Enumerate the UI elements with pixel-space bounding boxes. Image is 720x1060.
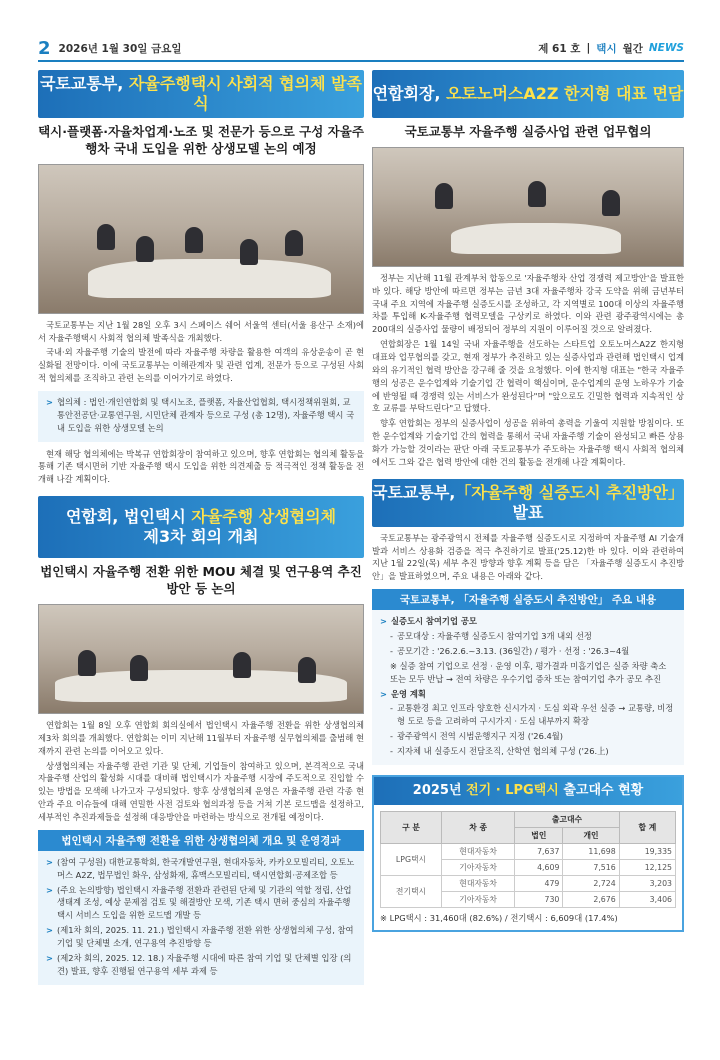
article4-para1: 국토교통부는 광주광역시 전체를 자율주행 실증도시로 지정하여 자율주행 AI 기술개발과 서비스 상용화 검증을 적극 추진하기로 발표('25.12)한 바 있다. 이와 관련하여 지난 1월 22일(목) 세부 추진 방향과 향후 계획 등을 담은 「자율주행 실증도시 추진방안」을 발표하였으며, 주요 내용은 아래와 같다. [372, 532, 684, 582]
article2-title-prefix: 연합회, 법인택시 [65, 507, 186, 527]
article2-title [38, 496, 364, 558]
col-total: 합 계 [619, 811, 675, 843]
brand-taxi: 택시 [596, 42, 617, 55]
article3-para3: 향후 연합회는 정부의 실증사업이 성공을 위하여 총력을 기울여 지원할 방침이다. 또한 운수업계와 기술기업 간의 협력을 통해서 국내 자율주행 기술이 완성되고 빠른 상용화가 가능할 것이라는 판단 아래 국토교통부가 주도하는 자율주행 택시 사회적 협의체에서도 그와 같은 협력 방안에 대한 건의 활동을 전개해 나갈 계획이다. [372, 418, 684, 467]
article3-title-prefix: 연합회장, [372, 84, 441, 103]
article4-heading1: 실증도시 참여기업 공모 [390, 616, 477, 627]
article2-para2: 상생협의체는 자율주행 관련 기관 및 단체, 기업들이 참여하고 있으며, 본격적으로 국내 자율주행 산업의 활성화 시대를 대비해 법인택시가 자율주행 시장에 주도적으로 진입할 수 있는 방법을 모색해 나가고자 구성되었다. 향후 상생협의체 운영은 자율주행 관련 각종 현안과 주요 이슈들에 대해 연밀한 사전 검토와 협의과정 등을 거쳐 기본 로드맵을 설정하고, 세부적인 추진과제들을 설정해 대응방안을 마련하는 방식으로 전개될 예정이다. [38, 760, 364, 822]
article4-title-highlight: 「자율주행 실증도시 추진방안」 [455, 482, 684, 502]
stats-title [374, 777, 682, 805]
article4-title-end: 발표 [512, 502, 544, 522]
article1-title-highlight: 자율주행택시 사회적 협의체 발족식 [128, 74, 363, 113]
article1-subtitle: 택시·플랫폼·자율차업계·노조 및 전문가 등으로 구성 자율주행차 국내 도입을 위한 상생모델 논의 예정 [38, 124, 364, 156]
issue-date: 2026년 1월 30일 금요일 [58, 42, 182, 55]
article2-photo [38, 604, 364, 714]
article2-title-end: 제3차 회의 개최 [143, 527, 259, 547]
separator: | [586, 42, 591, 54]
article3-body [372, 272, 684, 469]
article2-item: (제2차 회의, 2025. 12. 18.) 자율주행 시대에 따른 참여 기업 및 단체별 입장 (의견) 발표, 향후 진행될 연구용역 세부 과제 등 [56, 952, 352, 976]
col-corp: 법인 [515, 827, 563, 843]
article1-para1: 국토교통부는 지난 1월 28일 오후 3시 스페이스 쉐어 서울역 센터(서울 용산구 소재)에서 자율주행택시 사회적 협의체 발족식을 개최했다. [38, 319, 364, 343]
article2-body [38, 719, 364, 824]
article1-title-prefix: 국토교통부, [39, 74, 124, 93]
article4-item: 교통환경 최고 인프라 양호한 신시가지 · 도심 외곽 우선 실증 → 교통량, 비정형 도로 등을 고려하여 구시가지 · 도심 내부까지 확장 [397, 703, 674, 727]
table-row: 기아자동차 4,609 7,516 12,125 [381, 859, 676, 875]
col-car: 차 종 [441, 811, 514, 843]
article3-photo [372, 147, 684, 267]
article3-para2: 연합회장은 1월 14일 국내 자율주행을 선도하는 스타트업 오토노머스A2Z 한지형 대표와 업무협의를 갖고, 현재 정부가 추진하고 있는 실증사업과 관련해 법인택시 업계와의 유기적인 협력 방안을 강구해 줄 것을 요청했다. 이에 한지형 대표는 "한국 자율주행의 성공은 운수업계와 기술기업 간 협력이 핵심이며, 운수업계의 운영 노하우가 기술에 반영될 때 경쟁력 있는 서비스가 완성된다"며 "앞으로도 긴밀한 협력과 지속적인 상호 교류를 부탁드린다"고 답했다. [372, 339, 684, 414]
article4-body [372, 532, 684, 583]
brand-news: NEWS [648, 42, 684, 54]
article2-title-highlight: 자율주행 상생협의체 [191, 507, 337, 527]
article2-item: (제1차 회의, 2025. 11. 21.) 법인택시 자율주행 전환 위한 상생협의체 구성, 참여 기업 및 단체별 소개, 연구용역 추진방향 등 [56, 925, 354, 948]
article4-item: 광주광역시 전역 시범운행지구 지정 ('26.4월) [397, 731, 564, 742]
stats-box [372, 775, 684, 932]
page-number: 2 [38, 37, 51, 59]
article4-heading2: 운영 계획 [390, 688, 426, 699]
article4-item: 공모대상 : 자율주행 실증도시 참여기업 3개 내외 선정 [397, 631, 592, 642]
article3-title-highlight: 오토노머스A2Z 한지형 대표 면담 [446, 84, 684, 103]
article3-title [372, 70, 684, 118]
article3-subtitle: 국토교통부 자율주행 실증사업 관련 업무협의 [404, 124, 652, 139]
article4-title-prefix: 국토교통부, [372, 482, 456, 502]
article1-para2: 국내·외 자율주행 기술의 발전에 따라 자율주행 차량을 활용한 여객의 유상운송이 곧 현실화될 전망이다. 이에 국토교통부는 이해관계자 및 관련 업계, 전문가 등으로 구성된 사회적 협의체를 조직하고 관련 논의를 이어가기로 하였다. [38, 347, 364, 384]
stats-title-highlight: 전기 · LPG택시 [466, 782, 559, 798]
table-row: 기아자동차 730 2,676 3,406 [381, 891, 676, 907]
article2-item: (참여 구성원) 대한교통학회, 한국개발연구원, 현대자동차, 카카오모빌리티, 오토노머스 A2Z, 법무법인 화우, 삼성화재, 휴맥스모빌리티, 택시연합회·공제조합 등 [56, 856, 355, 880]
stats-title-year: 2025년 [412, 782, 462, 798]
article1-title [38, 70, 364, 118]
article2-para1: 연합회는 1월 8일 오후 연합회 회의실에서 법인택시 자율주행 전환을 위한 상생협의체 제3차 회의를 개최했다. 연합회는 이미 지난해 11월부터 자율주행 실무협의체를 출범해 현재까지 관련 논의를 이어오고 있다. [38, 719, 364, 756]
article1-info-text: 협의체 : 법인·개인연합회 및 택시노조, 플랫폼, 자율산업협회, 택시정책위원회, 교통안전공단·교통연구원, 시민단체 관계자 등으로 구성 (총 12명), 자율주행 택시 국내 도입을 위한 상생모델 논의 [56, 397, 355, 433]
article2-bar: 법인택시 자율주행 전환을 위한 상생협의체 개요 및 운영경과 [38, 830, 364, 851]
col-ind: 개인 [563, 827, 619, 843]
article1-body [38, 319, 364, 385]
article4-item: 지자체 내 실증도시 전담조직, 산학연 협의체 구성 ('26.上) [397, 745, 609, 756]
article4-infobox: > 실증도시 참여기업 공모 - 공모대상 : 자율주행 실증도시 참여기업 3개 내외 선정 - 공모기간 : '26.2.6.~3.13. (36일간) / 평가 · 선정 : '26.3~4월 ※ 실증 참여 기업으로 선정 · 운영 이후, 평가결과 미흡기업은 실증 차량 축소 또는 모두 반납 → 전여 차량은 우수기업 증차 또는 참여기업 추가 공모 추진 > 운영 계획 - 교통환경 최고 인프라 양호한 신시가지 · 도심 외곽 우선 실증 → 교통량, 비정형 도로 등을 고려하여 구시가지 · 도심 내부까지 확장 - 광주광역시 전역 시범운행지구 지정 ('26.4월) - 지자체 내 실증도시 전담조직, 산학연 협의체 구성 ('26.上) [372, 610, 684, 765]
stats-table [380, 811, 676, 908]
article1-photo [38, 164, 364, 314]
article2-infobox: > (참여 구성원) 대한교통학회, 한국개발연구원, 현대자동차, 카카오모빌리티, 오토노머스 A2Z, 법무법인 화우, 삼성화재, 휴맥스모빌리티, 택시연합회·공제조합 등 > (주요 논의방향) 법인택시 자율주행 전환과 관련된 단체 및 기관의 역할 정립, 산업생태계 조성, 예상 문제점 검토 및 해결방안 모색, 기존 택시 면허 중심의 자율주행택시 서비스 도입을 위한 로드맵 개발 등 > (제1차 회의, 2025. 11. 21.) 법인택시 자율주행 전환 위한 상생협의체 구성, 참여 기업 및 단체별 소개, 연구용역 추진방향 등 > (제2차 회의, 2025. 12. 18.) 자율주행 시대에 따른 참여 기업 및 단체별 입장 (의견) 발표, 향후 진행될 연구용역 세부 과제 등 [38, 851, 364, 985]
article4-item: 공모기간 : '26.2.6.~3.13. (36일간) / 평가 · 선정 : '26.3~4월 [397, 645, 630, 656]
article4-title [372, 479, 684, 527]
masthead [538, 41, 684, 56]
header-rule [38, 60, 684, 62]
stats-title-end: 출고대수 현황 [563, 782, 644, 798]
col-gubun: 구 분 [381, 811, 442, 843]
stats-footnote: ※ LPG택시 : 31,460대 (82.6%) / 전기택시 : 6,609대 (17.4%) [380, 912, 618, 923]
article2-subtitle: 법인택시 자율주행 전환 위한 MOU 체결 및 연구용역 추진방안 등 논의 [40, 564, 362, 597]
page-header [38, 38, 684, 58]
table-row: 전기택시 현대자동차 479 2,724 3,203 [381, 875, 676, 891]
left-column [38, 70, 364, 991]
article1-infobox: > 협의체 : 법인·개인연합회 및 택시노조, 플랫폼, 자율산업협회, 택시정책위원회, 교통안전공단·교통연구원, 시민단체 관계자 등으로 구성 (총 12명), 자율주행 택시 국내 도입을 위한 상생모델 논의 [38, 391, 364, 442]
article4-note: ※ 실증 참여 기업으로 선정 · 운영 이후, 평가결과 미흡기업은 실증 차량 축소 또는 모두 반납 → 전여 차량은 우수기업 증차 또는 참여기업 추가 공모 추진 [390, 660, 667, 684]
col-count: 출고대수 [515, 811, 619, 827]
article1-para3: 현재 해당 협의체에는 박복규 연합회장이 참여하고 있으며, 향후 연합회는 협의체 활동을 통해 기존 택시면허 기반 자율주행 택시 도입을 위한 의견제출 등 적극적인 정책 활동을 전개해 나갈 계획이다. [38, 448, 364, 485]
article1-body2 [38, 448, 364, 487]
table-row: LPG택시 현대자동차 7,637 11,698 19,335 [381, 843, 676, 859]
article4-bar: 국토교통부, 「자율주행 실증도시 추진방안」 주요 내용 [372, 589, 684, 610]
brand-monthly: 월간 [622, 42, 643, 55]
issue-number: 제 61 호 [538, 42, 581, 55]
article3-para1: 정부는 지난해 11월 관계부처 합동으로 '자율주행차 산업 경쟁력 제고방안'을 발표한 바 있다. 해당 방안에 따르면 정부는 금년 3대 자율주행차 강국 도약을 위해 금년부터 국내 주요 지역에 자율주행 실증도시를 조성하고, 각 지역별로 100대 이상의 자율주행차를 투입해 K-자율주행 협력모델을 구상키로 하였다. 이와 관련 광주광역시에는 총 200대의 실증사업 물량이 배정되어 정부의 지원이 이루어질 것으로 알려졌다. [372, 272, 684, 335]
right-column [372, 70, 684, 932]
article2-item: (주요 논의방향) 법인택시 자율주행 전환과 관련된 단체 및 기관의 역할 정립, 산업생태계 조성, 예상 문제점 검토 및 해결방안 모색, 기존 택시 면허 중심의 자율주행택시 서비스 도입을 위한 로드맵 개발 등 [56, 884, 352, 921]
